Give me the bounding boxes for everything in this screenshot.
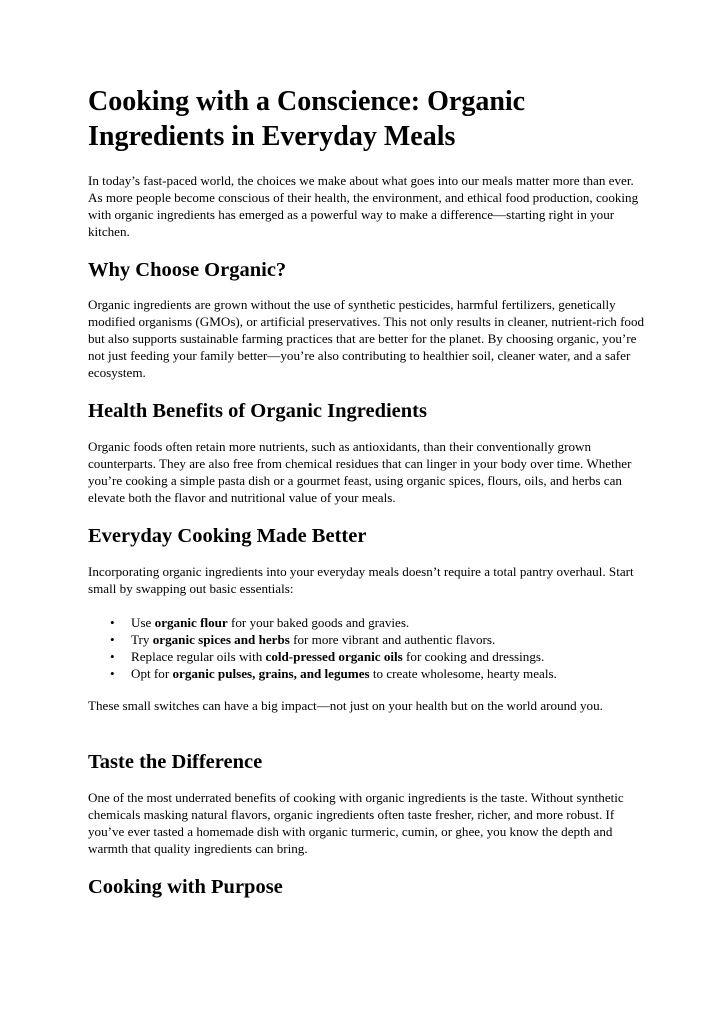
- list-item: • Try organic spices and herbs for more vibrant and authentic flavors.: [110, 632, 496, 647]
- paragraph-health-benefits: Organic foods often retain more nutrients, such as antioxidants, than their conventionally grown counterparts. They are also free from chemical residues that can linger in your body over time. Whether you’re cooking a simple pasta dish or a gourmet feast, using organic spices, flours, oils, and herbs can elevate both the flavor and nutritional value of your meals.: [88, 439, 632, 505]
- heading-everyday-cooking: Everyday Cooking Made Better: [88, 525, 367, 547]
- paragraph-taste-difference: One of the most underrated benefits of cooking with organic ingredients is the taste. Without synthetic chemicals masking natural flavors, organic ingredients often taste fresher, richer, and more robust. If you’ve ever tasted a homemade dish with organic turmeric, cumin, or ghee, you know the depth and warmth that quality ingredients can bring.: [88, 790, 624, 856]
- bullet-icon: •: [110, 632, 115, 647]
- list-item: • Opt for organic pulses, grains, and legumes to create wholesome, hearty meals.: [110, 666, 557, 681]
- essentials-list: [88, 614, 648, 682]
- paragraph-everyday-cooking: Incorporating organic ingredients into your everyday meals doesn’t require a total pantry overhaul. Start small by swapping out basic essentials:: [88, 564, 634, 596]
- bold-term: organic pulses, grains, and legumes: [172, 666, 370, 681]
- intro-paragraph: In today’s fast-paced world, the choices we make about what goes into our meals matter more than ever. As more people become conscious of their health, the environment, and ethical food production, cooking with organic ingredients has emerged as a powerful way to make a difference—starting right in your kitchen.: [88, 173, 639, 239]
- page-title: Cooking with a Conscience: Organic Ingredients in Everyday Meals: [88, 86, 526, 152]
- paragraph-small-switches: These small switches can have a big impact—not just on your health but on the world around you.: [88, 698, 603, 713]
- list-item: • Replace regular oils with cold-pressed organic oils for cooking and dressings.: [110, 649, 545, 664]
- heading-why-organic: Why Choose Organic?: [88, 259, 287, 281]
- bold-term: organic flour: [154, 615, 228, 630]
- heading-cooking-purpose: Cooking with Purpose: [88, 876, 283, 898]
- list-item: • Use organic flour for your baked goods and gravies.: [110, 615, 410, 630]
- bold-term: cold-pressed organic oils: [265, 649, 403, 664]
- paragraph-why-organic: Organic ingredients are grown without the use of synthetic pesticides, harmful fertilizers, genetically modified organisms (GMOs), or artificial preservatives. This not only results in cleaner, nutrient-rich food but also supports sustainable farming practices that are better for the planet. By choosing organic, you’re not just feeding your family better—you’re also contributing to healthier soil, cleaner water, and a safer ecosystem.: [88, 297, 645, 380]
- heading-health-benefits: Health Benefits of Organic Ingredients: [88, 400, 427, 422]
- bold-term: organic spices and herbs: [152, 632, 290, 647]
- bullet-icon: •: [110, 666, 115, 681]
- bullet-icon: •: [110, 615, 115, 630]
- bullet-icon: •: [110, 649, 115, 664]
- heading-taste-difference: Taste the Difference: [88, 751, 263, 773]
